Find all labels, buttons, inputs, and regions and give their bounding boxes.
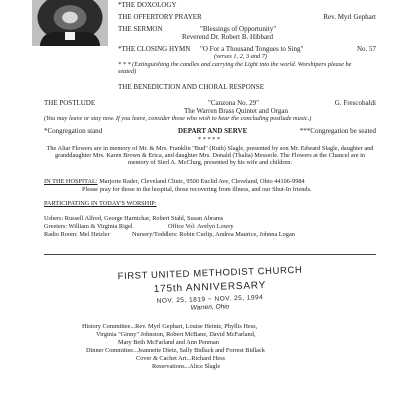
depart-and-serve: DEPART AND SERVE <box>178 127 248 135</box>
committee-line-1: History Committee...Rev. Myrl Gephart, Louise Heintz, Phyllis Hess, <box>82 323 258 330</box>
radio-room: Radio Room: Mel Hetzler <box>44 231 110 238</box>
hospital-text: Marjorie Rader, Cleveland Clinic, 9500 Euclid Ave, Cleveland, Ohio 44106-9984 <box>99 178 305 185</box>
postlude-note: (You may leave or stay now. If you leave, consider those who wish to hear the concluding postlude music.) <box>44 115 312 122</box>
church-name: FIRST UNITED METHODIST CHURCH <box>117 264 303 283</box>
office-volunteer: Office Vol: Avelyn Lowry <box>168 223 234 230</box>
closing-hymn: *THE CLOSING HYMN <box>118 45 191 53</box>
altar-flowers-note: The Altar Flowers are in memory of Mr. & Mrs. Franklin "Bud" (Ruth) Slagle, presented by son Mr. Edward Slagle, daughter and granddaughter Mrs. Karen Brown & Erica, and daughter Mrs. Donald (Thalia) Messerle. The Flowers at the Chancel are in memory of Sierl A. McClurg, presented by his wife and children. <box>46 145 374 167</box>
committee-line-3: Mary Beth McFarland and Ann Penman <box>118 339 219 346</box>
section-rule <box>44 254 376 255</box>
anniversary-dates: NOV. 25, 1819 ~ NOV. 25, 1994 <box>156 294 264 305</box>
postlude-composer: G. Frescobaldi <box>334 99 376 107</box>
committee-line-2: Virginia "Ginny" Johnston, Robert McBane, David McFarland, <box>96 331 256 338</box>
postlude-title: "Canzona No. 29" <box>208 99 260 107</box>
sermon-title: "Blessings of Opportunity" <box>200 25 277 33</box>
participating-heading: PARTICIPATING IN TODAY'S WORSHIP: <box>44 200 157 207</box>
congregation-seated: ***Congregation be seated <box>299 127 376 135</box>
photo-collar <box>65 32 75 40</box>
committee-line-6: Reservations...Alice Slagle <box>152 363 221 370</box>
candle-note-line2: seated) <box>118 68 137 75</box>
hospital-heading: IN THE HOSPITAL: <box>44 178 98 185</box>
offertory-leader: Rev. Myrl Gephart <box>323 13 376 21</box>
anniversary-city: Warren, Ohio <box>190 303 230 312</box>
postlude-heading: THE POSTLUDE <box>44 99 96 107</box>
benediction: THE BENEDICTION AND CHORAL RESPONSE <box>118 83 264 91</box>
sermon-heading: THE SERMON <box>118 25 163 33</box>
postlude-performers: The Warren Brass Quintet and Organ <box>184 107 288 115</box>
committee-line-5: Cover & Cachet Art...Richard Hess <box>136 355 226 362</box>
offertory-prayer: THE OFFERTORY PRAYER <box>118 13 202 21</box>
hymn-verses: (verses 1, 2, 3 and 7) <box>214 53 267 60</box>
nursery-toddlers: Nursery/Toddlers: Robin Curlip, Andrea Maurice, Johnna Logan <box>132 231 295 238</box>
committee-line-4: Dinner Committee...Jeannette Dietz, Sally Bidlack and Forrest Bidlack <box>86 347 265 354</box>
hospital-prayer: Please pray for those in the hospital, those recovering from illness, and our Shut-In friends. <box>82 186 312 193</box>
candle-note-line1: * * * (Extinguishing the candles and carrying the Light into the world. Worshipers please be <box>118 61 352 68</box>
section-divider: * * * * * <box>198 136 221 143</box>
doxology: *THE DOXOLOGY <box>118 1 177 9</box>
sermon-preacher: Reverend Dr. Robert B. Hibbard <box>182 33 273 41</box>
congregation-stand: *Congregation stand <box>44 127 103 135</box>
pastor-photo <box>32 0 108 46</box>
hymn-number: No. 57 <box>356 45 376 53</box>
ushers: Ushers: Russell Alfred, George Harnichar, Robert Stahl, Susan Abrams <box>44 215 224 222</box>
hospital-line <box>44 178 305 185</box>
greeters: Greeters: William & Virginia Rigel <box>44 223 133 230</box>
hymn-title: "O For a Thousand Tongues to Sing" <box>200 45 304 53</box>
anniversary-title: 175th ANNIVERSARY <box>153 280 267 295</box>
